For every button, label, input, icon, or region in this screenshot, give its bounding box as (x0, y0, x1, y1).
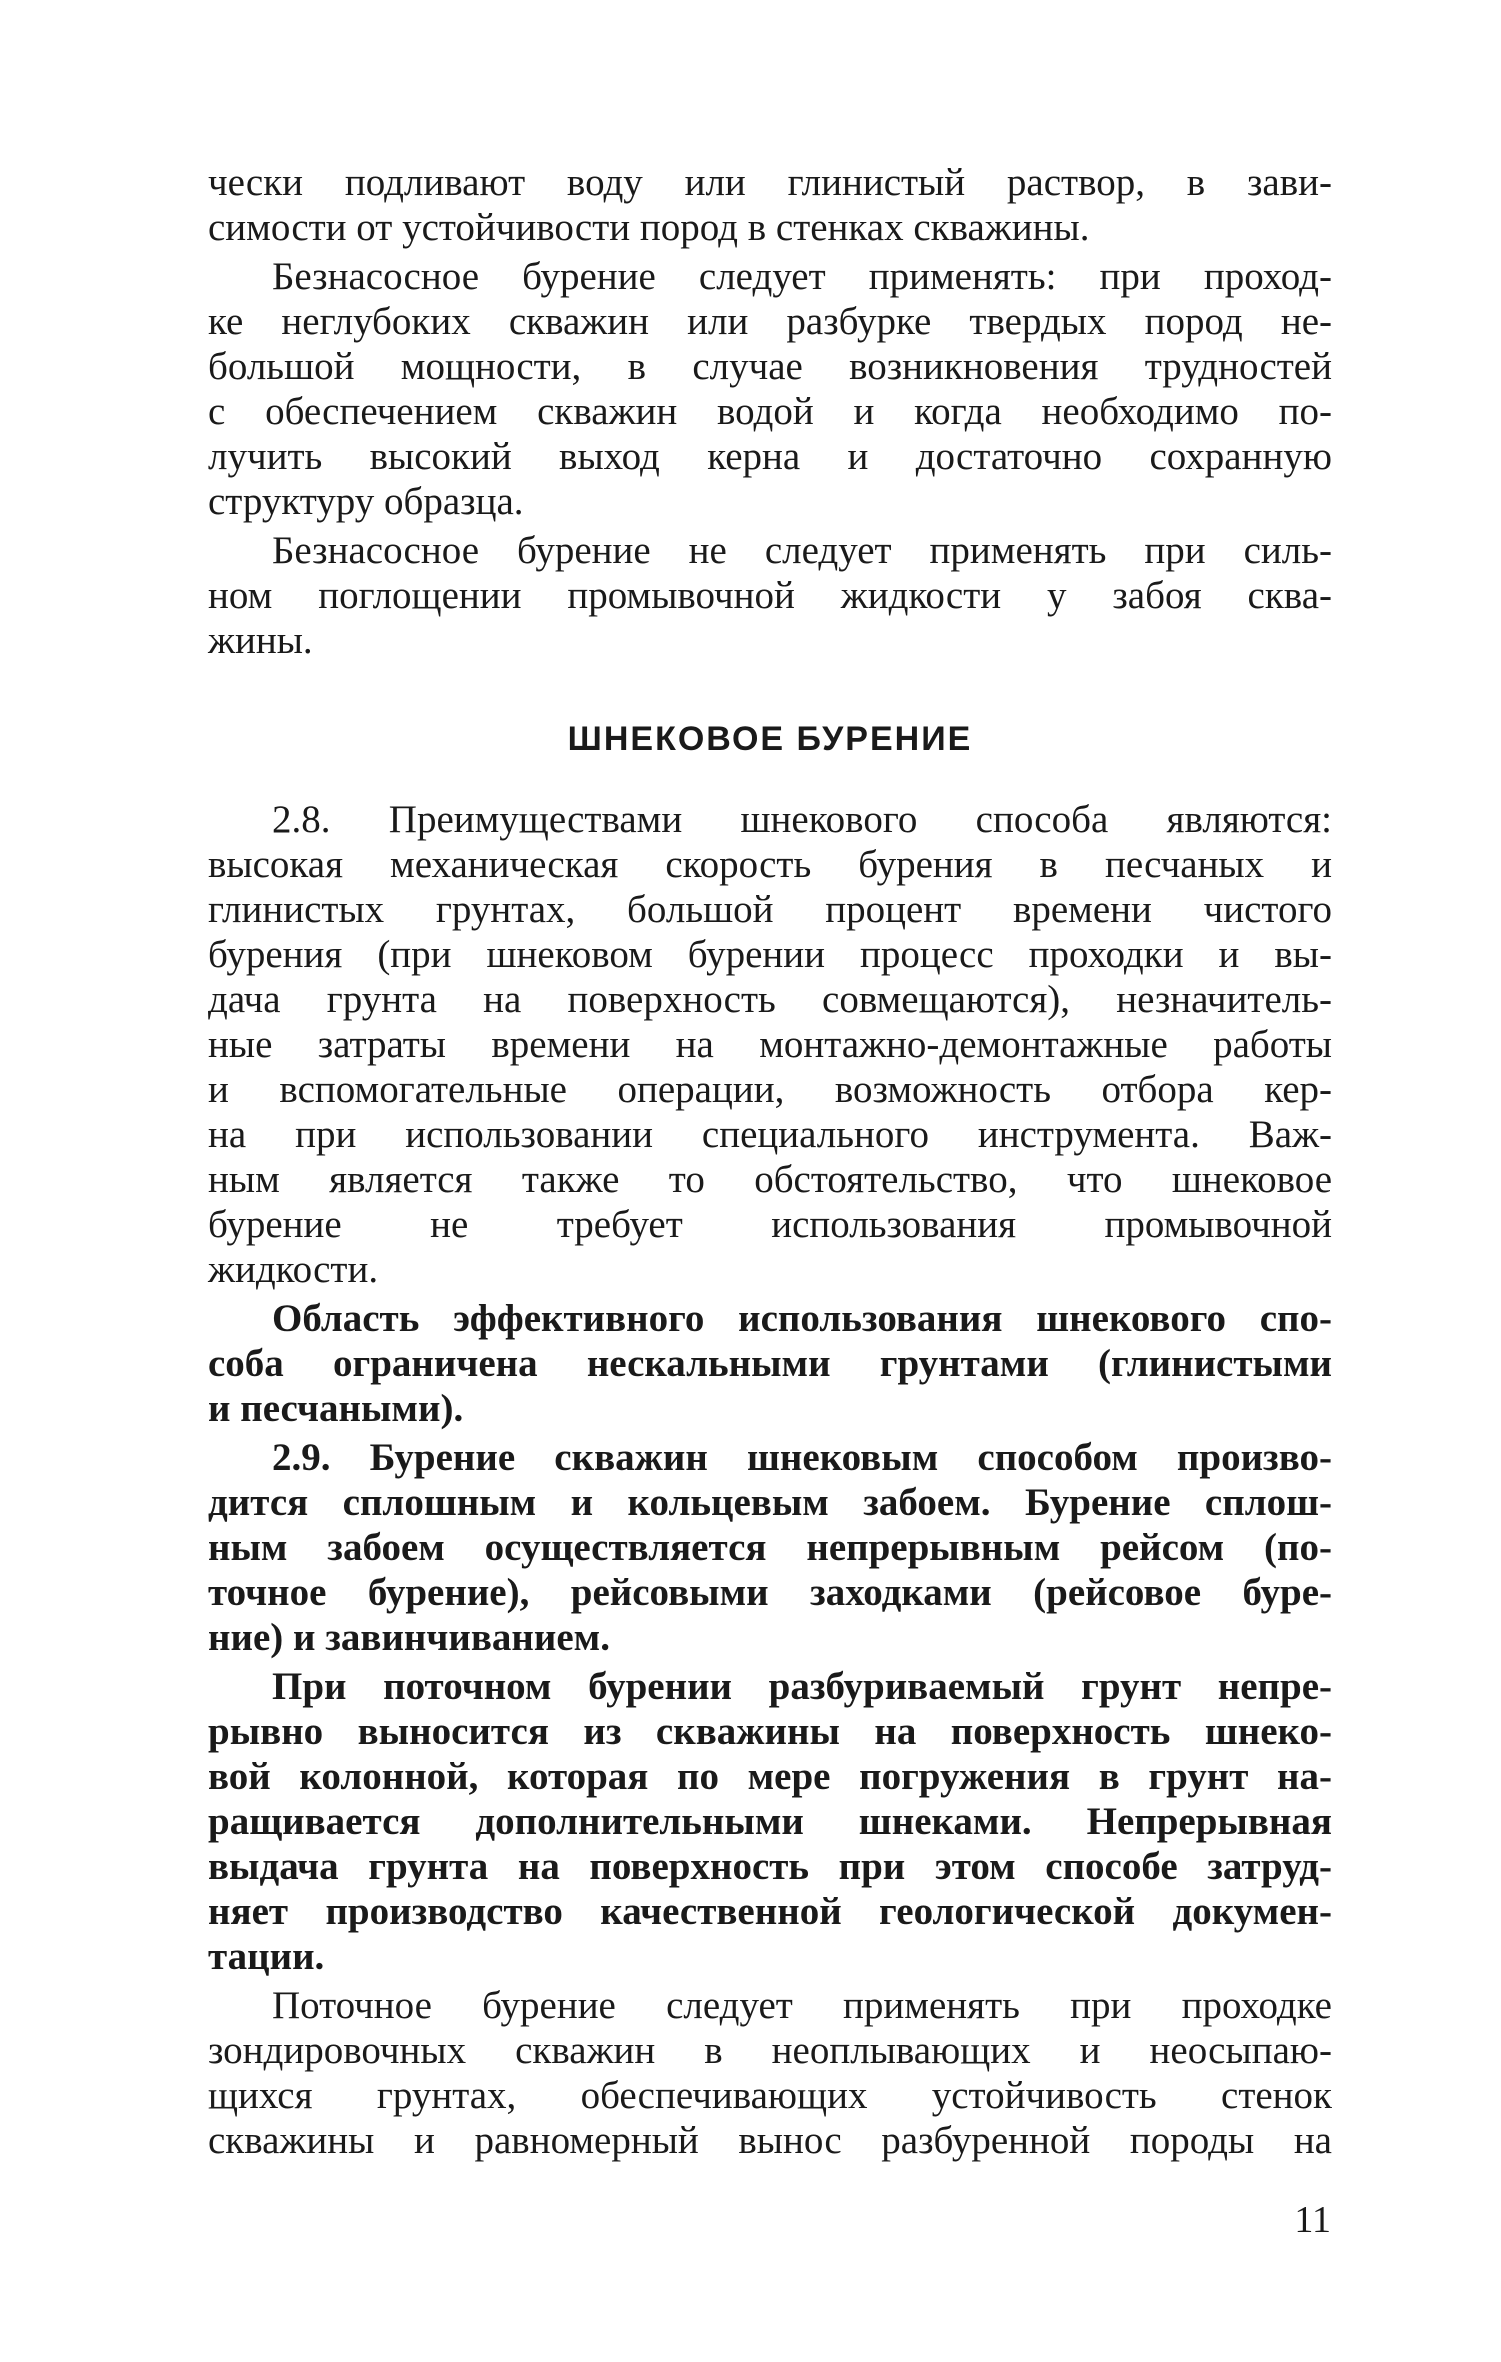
text-line: ке неглубоких скважин или разбурке твердых пород не- (208, 300, 1332, 343)
paragraph-continuation (208, 160, 1332, 250)
text-line: 2.8. Преимуществами шнекового способа являются: (272, 798, 1332, 841)
text-line: большой мощности, в случае возникновения трудностей (208, 345, 1332, 388)
text-line: бурение не требует использования промывочной (208, 1203, 1332, 1246)
text-line: зондировочных скважин в неоплывающих и неосыпаю- (208, 2029, 1332, 2072)
text-line: дится сплошным и кольцевым забоем. Бурение сплош- (208, 1481, 1332, 1524)
text-line: Поточное бурение следует применять при проходке (272, 1984, 1332, 2027)
text-line: ращивается дополнительными шнеками. Непрерывная (208, 1800, 1332, 1843)
text-line: ным забоем осуществляется непрерывным рейсом (по- (208, 1526, 1332, 1569)
text-line: и песчаными). (208, 1387, 464, 1430)
text-line: дача грунта на поверхность совмещаются), незначитель- (208, 978, 1332, 1021)
text-line: ным является также то обстоятельство, что шнековое (208, 1158, 1332, 1201)
text-line: структуру образца. (208, 480, 524, 523)
text-line: лучить высокий выход керна и достаточно сохранную (208, 435, 1332, 478)
paragraph-pumpless-usage (208, 254, 1332, 524)
text-line: жины. (208, 619, 313, 662)
text-line: Область эффективного использования шнекового спо- (272, 1297, 1332, 1340)
paragraph-2-8 (208, 797, 1332, 1292)
text-line: точное бурение), рейсовыми заходками (рейсовое буре- (208, 1571, 1332, 1614)
text-line: Безнасосное бурение не следует применять при силь- (272, 529, 1332, 572)
text-line: выдача грунта на поверхность при этом способе затруд- (208, 1845, 1332, 1888)
text-line: ном поглощении промывочной жидкости у забоя сква- (208, 574, 1332, 617)
text-line: няет производство качественной геологической докумен- (208, 1890, 1332, 1933)
text-line: При поточном бурении разбуриваемый грунт непре- (272, 1665, 1332, 1708)
text-line: Безнасосное бурение следует применять: при проход- (272, 255, 1332, 298)
text-line: с обеспечением скважин водой и когда необходимо по- (208, 390, 1332, 433)
text-line: чески подливают воду или глинистый раствор, в зави- (208, 161, 1332, 204)
text-line: на при использовании специального инструмента. Важ- (208, 1113, 1332, 1156)
text-line: жидкости. (208, 1248, 379, 1291)
text-line: бурения (при шнековом бурении процесс проходки и вы- (208, 933, 1332, 976)
text-line: 2.9. Бурение скважин шнековым способом произво- (272, 1436, 1332, 1479)
paragraph-2-9 (208, 1435, 1332, 1660)
text-line: и вспомогательные операции, возможность отбора кер- (208, 1068, 1332, 1111)
section-heading: ШНЕКОВОЕ БУРЕНИЕ (567, 720, 973, 758)
text-line: щихся грунтах, обеспечивающих устойчивость стенок (208, 2074, 1332, 2117)
paragraph-continuous-drilling (208, 1664, 1332, 1979)
text-line: высокая механическая скорость бурения в песчаных и (208, 843, 1332, 886)
text-line: соба ограничена нескальными грунтами (глинистыми (208, 1342, 1332, 1385)
text-line: вой колонной, которая по мере погружения в грунт на- (208, 1755, 1332, 1798)
text-line: глинистых грунтах, большой процент времени чистого (208, 888, 1332, 931)
page-body (208, 160, 1332, 2163)
paragraph-auger-scope (208, 1296, 1332, 1431)
text-line: тации. (208, 1935, 325, 1978)
text-line: ние) и завинчиванием. (208, 1616, 610, 1659)
text-line: симости от устойчивости пород в стенках скважины. (208, 206, 1090, 249)
text-line: скважины и равномерный вынос разбуренной породы на (208, 2119, 1332, 2162)
paragraph-pumpless-restriction (208, 528, 1332, 663)
paragraph-continuous-usage (208, 1983, 1332, 2163)
text-line: рывно выносится из скважины на поверхность шнеко- (208, 1710, 1332, 1753)
page-number: 11 (1294, 2199, 1331, 2241)
text-line: ные затраты времени на монтажно-демонтажные работы (208, 1023, 1332, 1066)
